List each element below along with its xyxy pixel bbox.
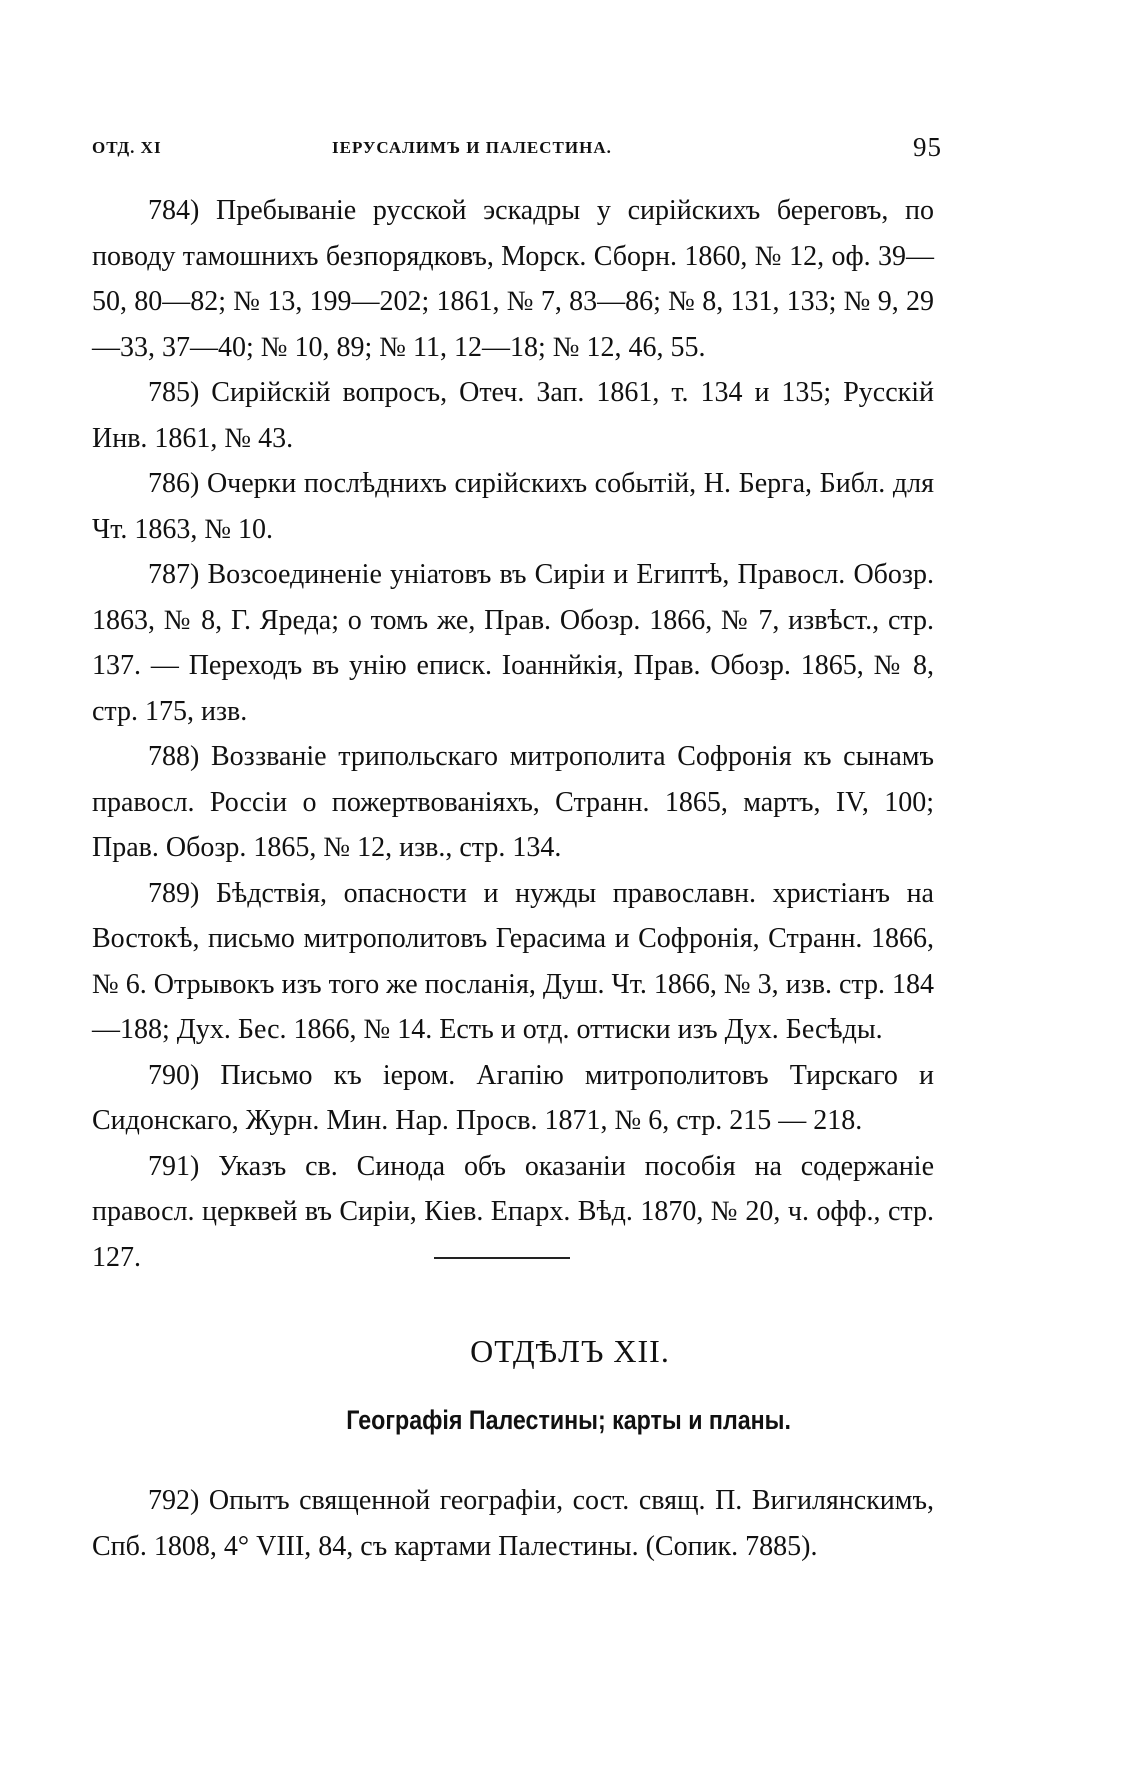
bibliography-entry-784: 784) Пребыванiе русской эскадры у сирiйскихъ береговъ, по поводу тамошнихъ безпорядковъ, Морск. Сборн. 1860, № 12, оф. 39—50, 80—82; № 13, 199—202; 1861, № 7, 83—86; № 8, 131, 133; № 9, 29—33, 37—40; № 10, 89; № 11, 12—18; № 12, 46, 55. (92, 195, 934, 363)
bibliography-list (92, 188, 934, 1280)
bibliography-entry-791: 791) Указъ св. Синода объ оказанiи пособiя на содержанiе правосл. церквей въ Сирiи, Кiев. Епарх. Вѣд. 1870, № 20, ч. офф., стр. 127. (92, 1150, 934, 1273)
bibliography-entry-790: 790) Письмо къ iером. Агапiю митрополитовъ Тирскаго и Сидонскаго, Журн. Мин. Нар. Просв. 1871, № 6, стр. 215 — 218. (92, 1059, 934, 1136)
bibliography-entry-789: 789) Бѣдствiя, опасности и нужды православн. христiанъ на Востокѣ, письмо митрополитовъ Герасима и Софронiя, Странн. 1866, № 6. Отрывокъ изъ того же посланiя, Душ. Чт. 1866, № 3, изв. стр. 184—188; Дух. Бес. 1866, № 14. Есть и отд. оттиски изъ Дух. Бесѣды. (92, 877, 934, 1045)
section-marker: ОТД. XI (92, 138, 162, 157)
bibliography-list-section-12 (92, 1478, 934, 1569)
section-subtitle: Географiя Палестины; карты и планы. (346, 1405, 791, 1435)
bibliography-entry-785: 785) Сирiйскiй вопросъ, Отеч. Зап. 1861, т. 134 и 135; Русскiй Инв. 1861, № 43. (92, 377, 934, 454)
section-divider (434, 1257, 570, 1259)
bibliography-entry-786: 786) Очерки послѣднихъ сирiйскихъ событiй, Н. Берга, Библ. для Чт. 1863, № 10. (92, 468, 934, 545)
section-title: ОТДѢЛЪ XII. (470, 1333, 670, 1369)
running-head (92, 132, 942, 172)
running-title: IЕРУСАЛИМЪ И ПАЛЕСТИНА. (332, 138, 612, 157)
bibliography-entry-792: 792) Опытъ священной географiи, сост. свящ. П. Вигилянскимъ, Спб. 1808, 4° VIII, 84, съ картами Палестины. (Сопик. 7885). (92, 1485, 934, 1562)
bibliography-entry-787: 787) Возсоединенiе унiатовъ въ Сирiи и Египтѣ, Правосл. Обозр. 1863, № 8, Г. Яреда; о томъ же, Прав. Обозр. 1866, № 7, извѣст., стр. 137. — Переходъ въ унiю еписк. Iоаннйкiя, Прав. Обозр. 1865, № 8, стр. 175, изв. (92, 559, 934, 727)
page-number: 95 (913, 132, 942, 162)
bibliography-entry-788: 788) Воззванiе трипольскаго митрополита Софронiя къ сынамъ правосл. Россiи о пожертвованiяхъ, Странн. 1865, мартъ, IV, 100; Прав. Обозр. 1865, № 12, изв., стр. 134. (92, 741, 934, 863)
